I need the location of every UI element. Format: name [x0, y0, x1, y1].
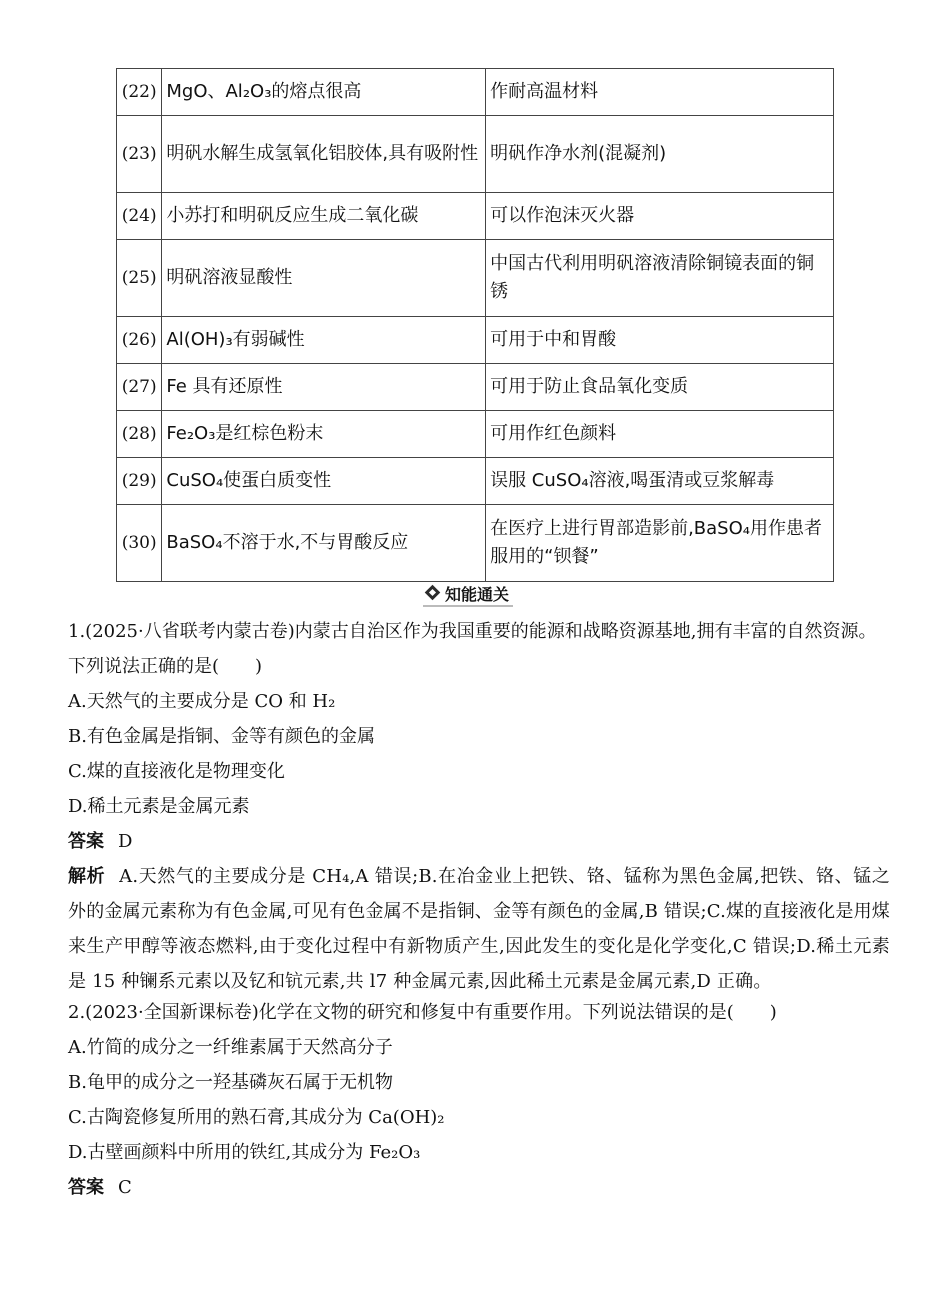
- use-cell: 可用于中和胃酸: [486, 317, 834, 364]
- answer-line: [68, 1170, 890, 1205]
- option-a: A.天然气的主要成分是 CO 和 H₂: [68, 691, 336, 712]
- use-cell: 可用于防止食品氧化变质: [486, 364, 834, 411]
- table-row: [117, 458, 834, 505]
- explanation-text: A.天然气的主要成分是 CH₄,A 错误;B.在冶金业上把铁、铬、锰称为黑色金属,把铁、铬、锰之外的金属元素称为有色金属,可见有色金属不是指铜、金等有颜色的金属,B 错误;C.煤的直接液化是用煤来生产甲醇等液态燃料,由于变化过程中有新物质产生,因此发生的变化是化学变化,C 错误;D.稀土元素是 15 种镧系元素以及钇和钪元素,共 l7 种金属元素,因此稀土元素是金属元素,D 正确。: [68, 866, 890, 992]
- option-b: B.龟甲的成分之一羟基磷灰石属于无机物: [68, 1072, 393, 1093]
- property-cell: 小苏打和明矾反应生成二氧化碳: [162, 193, 486, 240]
- diamond-icon: [425, 585, 441, 601]
- use-cell: 明矾作净水剂(混凝剂): [486, 116, 834, 193]
- question-stem: 2.(2023·全国新课标卷)化学在文物的研究和修复中有重要作用。下列说法错误的是( ): [68, 1002, 777, 1023]
- row-number: (26): [117, 317, 162, 364]
- use-cell: 可以作泡沫灭火器: [486, 193, 834, 240]
- question-stem: 1.(2025·八省联考内蒙古卷)内蒙古自治区作为我国重要的能源和战略资源基地,拥有丰富的自然资源。下列说法正确的是( ): [68, 621, 877, 677]
- option-a: A.竹简的成分之一纤维素属于天然高分子: [68, 1037, 393, 1058]
- property-use-table: [116, 68, 834, 582]
- answer-label: 答案: [68, 831, 104, 852]
- answer-label: 答案: [68, 1177, 104, 1198]
- table-row: [117, 411, 834, 458]
- property-cell: Fe 具有还原性: [162, 364, 486, 411]
- row-number: (27): [117, 364, 162, 411]
- table-row: [117, 364, 834, 411]
- row-number: (24): [117, 193, 162, 240]
- use-cell: 在医疗上进行胃部造影前,BaSO₄用作患者服用的“钡餐”: [486, 505, 834, 582]
- section-title: 知能通关: [445, 584, 510, 604]
- use-cell: 误服 CuSO₄溶液,喝蛋清或豆浆解毒: [486, 458, 834, 505]
- option-b: B.有色金属是指铜、金等有颜色的金属: [68, 726, 375, 747]
- row-number: (22): [117, 69, 162, 116]
- property-cell: 明矾水解生成氢氧化铝胶体,具有吸附性: [162, 116, 486, 193]
- property-cell: Al(OH)₃有弱碱性: [162, 317, 486, 364]
- question-2: [68, 995, 890, 1205]
- section-heading: [423, 582, 513, 607]
- explanation: [68, 859, 890, 999]
- option-d: D.稀土元素是金属元素: [68, 796, 250, 817]
- table-row: [117, 116, 834, 193]
- property-cell: CuSO₄使蛋白质变性: [162, 458, 486, 505]
- answer-value: C: [118, 1177, 132, 1198]
- use-cell: 可用作红色颜料: [486, 411, 834, 458]
- row-number: (29): [117, 458, 162, 505]
- property-cell: BaSO₄不溶于水,不与胃酸反应: [162, 505, 486, 582]
- table-row: [117, 69, 834, 116]
- option-d: D.古壁画颜料中所用的铁红,其成分为 Fe₂O₃: [68, 1142, 421, 1163]
- row-number: (28): [117, 411, 162, 458]
- row-number: (23): [117, 116, 162, 193]
- table-row: [117, 193, 834, 240]
- option-c: C.古陶瓷修复所用的熟石膏,其成分为 Ca(OH)₂: [68, 1107, 445, 1128]
- property-cell: MgO、Al₂O₃的熔点很高: [162, 69, 486, 116]
- answer-value: D: [118, 831, 133, 852]
- row-number: (30): [117, 505, 162, 582]
- option-c: C.煤的直接液化是物理变化: [68, 761, 285, 782]
- answer-line: [68, 824, 890, 859]
- property-cell: Fe₂O₃是红棕色粉末: [162, 411, 486, 458]
- table-row: [117, 505, 834, 582]
- table-row: [117, 317, 834, 364]
- question-1: [68, 614, 890, 999]
- table-row: [117, 240, 834, 317]
- property-cell: 明矾溶液显酸性: [162, 240, 486, 317]
- use-cell: 作耐高温材料: [486, 69, 834, 116]
- use-cell: 中国古代利用明矾溶液清除铜镜表面的铜锈: [486, 240, 834, 317]
- explanation-label: 解析: [68, 866, 106, 887]
- row-number: (25): [117, 240, 162, 317]
